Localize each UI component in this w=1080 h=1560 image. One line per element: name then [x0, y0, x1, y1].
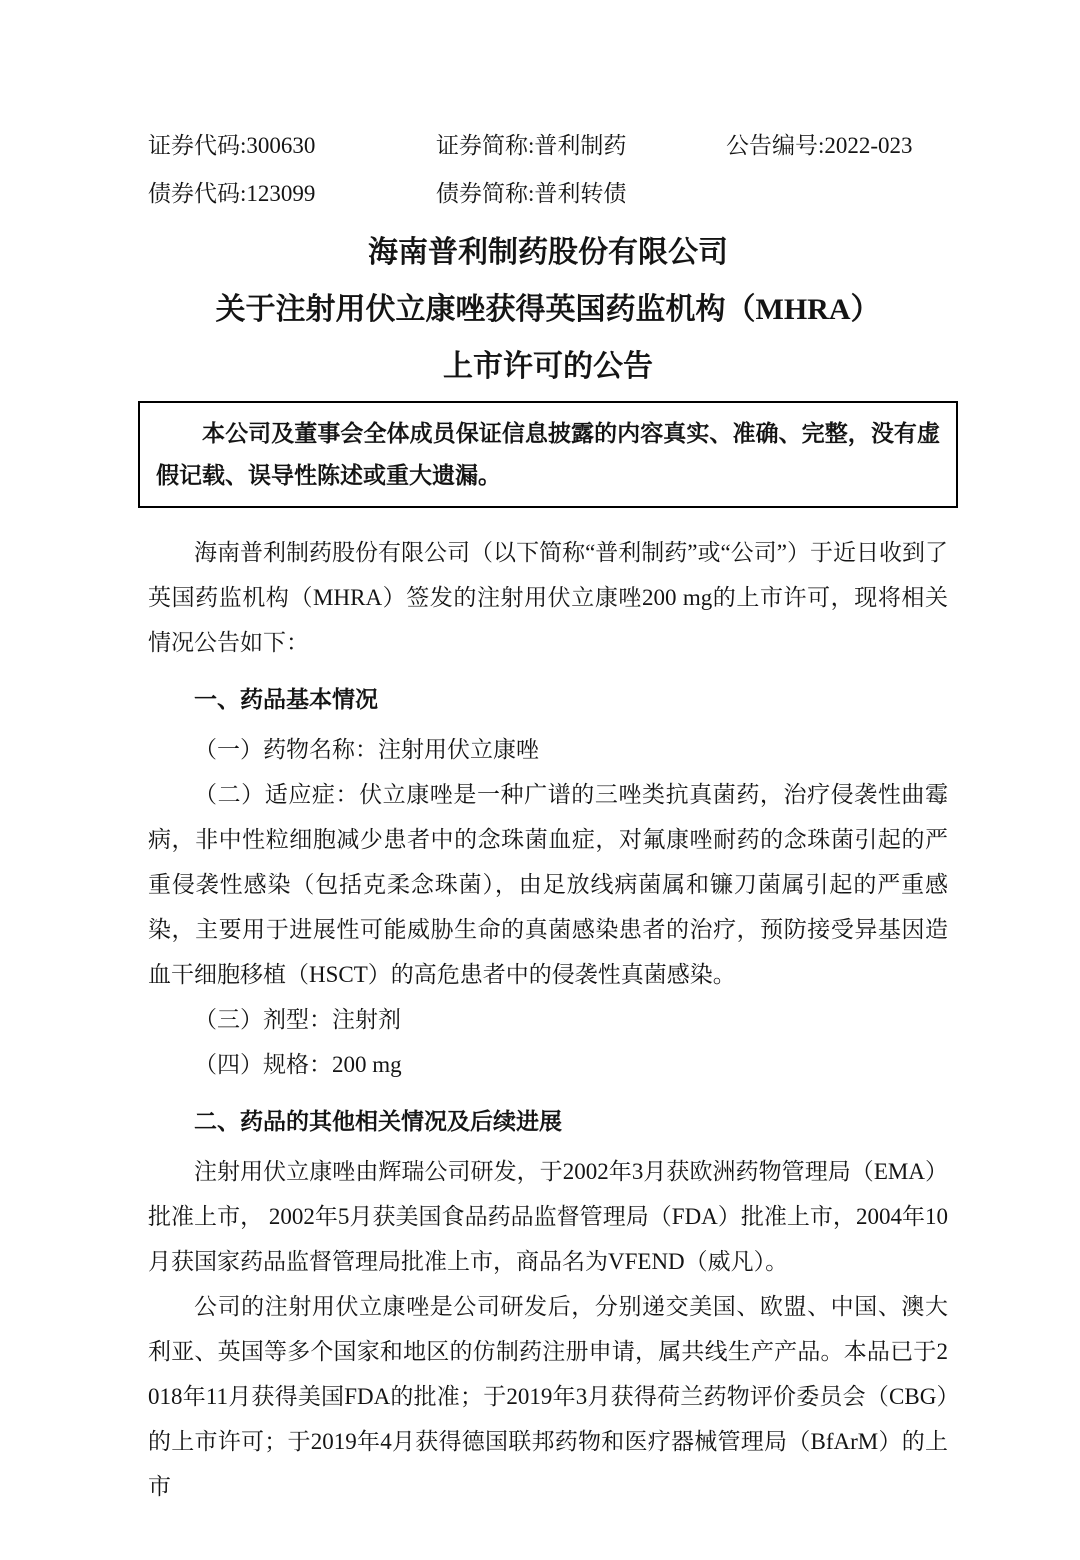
- empty-cell: [726, 170, 948, 218]
- title-type-line: 上市许可的公告: [443, 350, 653, 383]
- indications-item: （二）适应症：伏立康唑是一种广谱的三唑类抗真菌药，治疗侵袭性曲霉病，非中性粒细胞减少患者中的念珠菌血症，对氟康唑耐药的念珠菌引起的严重侵袭性感染（包括克柔念珠菌），由足放线病菌属和镰刀菌属引起的严重感染，主要用于进展性可能威胁生命的真菌感染患者的治疗，预防接受异基因造血干细胞移植（HSCT）的高危患者中的侵袭性真菌感染。: [148, 782, 948, 987]
- section-2-heading: 二、药品的其他相关情况及后续进展: [194, 1108, 562, 1134]
- bond-abbreviation: 债券简称:普利转债: [436, 181, 627, 206]
- registration-progress-paragraph: 公司的注射用伏立康唑是公司研发后，分别递交美国、欧盟、中国、澳大利亚、英国等多个国家和地区的仿制药注册申请，属共线生产产品。本品已于2018年11月获得美国FDA的批准；于2019年3月获得荷兰药物评价委员会（CBG）的上市许可；于2019年4月获得德国联邦药物和医疗器械管理局（BfArM）的上市: [148, 1294, 948, 1499]
- intro-paragraph: 海南普利制药股份有限公司（以下简称“普利制药”或“公司”）于近日收到了英国药监机构（MHRA）签发的注射用伏立康唑200 mg的上市许可，现将相关情况公告如下：: [148, 540, 948, 655]
- announcement-number: 公告编号:2022-023: [726, 133, 913, 158]
- board-declaration-box: [138, 401, 958, 508]
- specification-item: （四）规格：200 mg: [194, 1052, 402, 1077]
- dosage-form-item: （三）剂型：注射剂: [194, 1007, 401, 1032]
- bond-code: 债券代码:123099: [148, 181, 316, 206]
- securities-header-row-1: [148, 122, 948, 170]
- stock-code: 证券代码:300630: [148, 133, 316, 158]
- stock-abbreviation: 证券简称:普利制药: [436, 133, 627, 158]
- drug-name-item: （一）药物名称：注射用伏立康唑: [194, 737, 539, 762]
- securities-header-row-2: [148, 170, 948, 218]
- board-declaration-text: 本公司及董事会全体成员保证信息披露的内容真实、准确、完整，没有虚假记载、误导性陈述或重大遗漏。: [156, 421, 940, 488]
- title-company-name: 海南普利制药股份有限公司: [368, 236, 728, 269]
- title-subject-line: 关于注射用伏立康唑获得英国药监机构（MHRA）: [215, 293, 881, 326]
- section-1-heading: 一、药品基本情况: [194, 686, 378, 712]
- originator-history-paragraph: 注射用伏立康唑由辉瑞公司研发，于2002年3月获欧洲药物管理局（EMA）批准上市， 2002年5月获美国食品药品监督管理局（FDA）批准上市，2004年10月获国家药品监督管理局批准上市，商品名为VFEND（威凡）。: [148, 1159, 948, 1274]
- document-title: [148, 224, 948, 395]
